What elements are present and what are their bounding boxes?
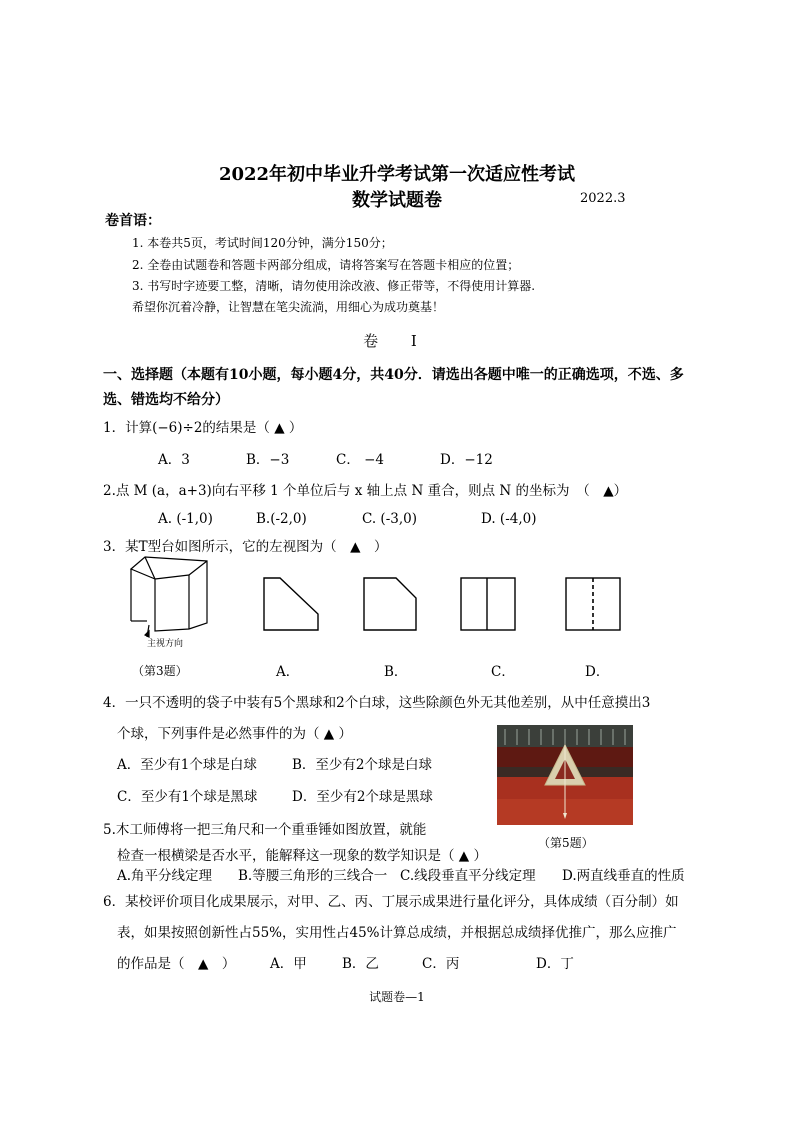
preface-message: 希望你沉着冷静，让智慧在笔尖流淌，用细心为成功奠基！	[132, 300, 445, 314]
preface-item: 1. 本卷共5页，考试时间120分钟，满分150分；	[132, 236, 393, 250]
question-3-option-c: C．	[491, 664, 515, 680]
question-2-option-a: A. (-1,0)	[158, 511, 213, 527]
exam-subtitle: 数学试题卷	[352, 190, 442, 211]
question-1-stem: 1．计算(−6)÷2的结果是（ ▲ ）	[103, 420, 303, 436]
question-3-option-a: A．	[276, 664, 300, 680]
question-6-option-a: A．甲	[270, 956, 307, 972]
preface-item: 2. 全卷由试题卷和答题卡两部分组成，请将答案写在答题卡相应的位置；	[132, 258, 520, 272]
question-5-option-d: D.两直线垂直的性质	[562, 868, 685, 884]
preface-item: 3. 书写时字迹要工整，清晰，请勿使用涂改液、修正带等，不得使用计算器.	[132, 279, 536, 293]
view-direction-label: 主视方向	[147, 639, 184, 649]
question-6-option-c: C．丙	[422, 956, 460, 972]
question-1-option-a: A．3	[158, 452, 190, 468]
exam-title: 2022年初中毕业升学考试第一次适应性考试	[218, 164, 576, 185]
question-6-stem-cont: 表，如果按照创新性占55%，实用性占45%计算总成绩，并根据总成绩择优推广，那么应推广	[117, 925, 677, 941]
question-3-option-d: D．	[585, 664, 610, 680]
option-b-figure	[362, 576, 422, 636]
option-a-figure	[262, 576, 322, 636]
question-4-option-a: A．至少有1个球是白球	[117, 757, 257, 773]
carpentry-photo-illustration	[497, 725, 633, 825]
question-3-option-b: B．	[384, 664, 408, 680]
question-1-option-c: C． −4	[336, 452, 385, 468]
question-3-stem: 3．某T型台如图所示，它的左视图为（ ▲ ）	[103, 539, 388, 555]
option-c-figure	[459, 576, 519, 636]
question-2-option-b: B.(-2,0)	[256, 511, 307, 527]
question-3-caption: （第3题）	[132, 664, 188, 678]
question-4-stem-cont: 个球，下列事件是必然事件的为（ ▲ ）	[117, 726, 352, 742]
question-6-option-b: B．乙	[342, 956, 379, 972]
page-footer: 试题卷—1	[369, 990, 425, 1004]
question-2-option-c: C. (-3,0)	[362, 511, 417, 527]
question-4-stem: 4．一只不透明的袋子中装有5个黑球和2个白球，这些除颜色外无其他差别，从中任意摸出3	[103, 695, 651, 711]
question-6-stem: 6．某校评价项目化成果展示，对甲、乙、丙、丁展示成果进行量化评分，具体成绩（百分制）如	[103, 894, 679, 910]
question-4-option-d: D．至少有2个球是黑球	[292, 789, 433, 805]
question-5-option-b: B.等腰三角形的三线合一	[238, 868, 388, 884]
section-label: 卷 Ⅰ	[363, 332, 431, 350]
question-4-option-c: C．至少有1个球是黑球	[117, 789, 258, 805]
preface-title: 卷首语：	[105, 213, 161, 229]
question-6-option-d: D．丁	[536, 956, 574, 972]
question-5-stem-cont: 检查一根横梁是否水平，能解释这一现象的数学知识是（ ▲ ）	[117, 848, 487, 864]
question-4-option-b: B．至少有2个球是白球	[292, 757, 433, 773]
question-5-photo	[497, 725, 633, 825]
section-heading-cont: 选、错选均不给分）	[103, 392, 229, 408]
question-1-option-b: B．−3	[246, 452, 290, 468]
question-1-option-d: D．−12	[440, 452, 493, 468]
question-5-option-a: A.角平分线定理	[117, 868, 213, 884]
question-2-option-d: D. (-4,0)	[481, 511, 537, 527]
question-6-stem-end: 的作品是（ ▲ ）	[117, 956, 236, 972]
option-d-figure	[564, 576, 624, 636]
exam-date: 2022.3	[580, 191, 626, 206]
question-5-option-c: C.线段垂直平分线定理	[400, 868, 536, 884]
question-5-stem: 5.木工师傅将一把三角尺和一个重垂锤如图放置，就能	[103, 822, 427, 838]
section-heading: 一、选择题（本题有10小题，每小题4分，共40分．请选出各题中唯一的正确选项，不选、多	[103, 367, 684, 383]
question-2-stem: 2.点 M (a，a+3)向右平移 1 个单位后与 x 轴上点 N 重合，则点 N 的坐标为 （ ▲）	[103, 483, 628, 499]
question-5-caption: （第5题）	[538, 836, 594, 850]
